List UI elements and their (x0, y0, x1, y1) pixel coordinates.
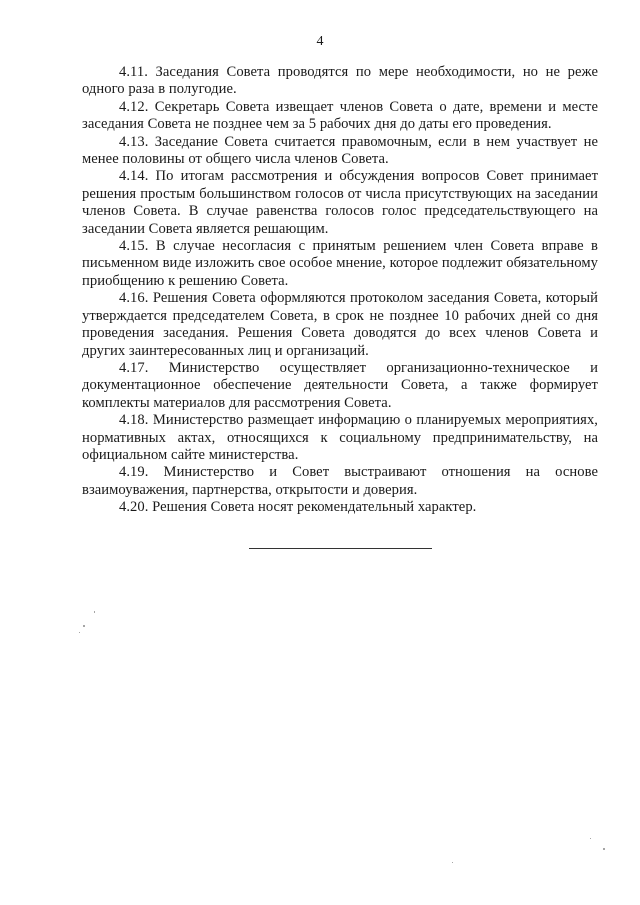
scan-speck (590, 838, 591, 839)
paragraph-4-16: 4.16. Решения Совета оформляются протоколом заседания Совета, который утверждается председателем Совета, в срок не позднее 10 рабочих дней со дня проведения заседания. Решения Совета доводятся до всех членов Совета и других заинтересованных лиц и организаций. (82, 290, 598, 359)
paragraph-4-20: 4.20. Решения Совета носят рекомендательный характер. (119, 499, 477, 516)
end-divider-line (249, 548, 432, 549)
scan-speck (79, 632, 80, 633)
scan-speck (603, 848, 605, 850)
paragraph-4-11: 4.11. Заседания Совета проводятся по мере необходимости, но не реже одного раза в полугодие. (82, 64, 598, 98)
paragraph-4-13: 4.13. Заседание Совета считается правомочным, если в нем участвует не менее половины от общего числа членов Совета. (82, 133, 598, 168)
scan-speck (94, 611, 95, 613)
paragraph-4-12: 4.12. Секретарь Совета извещает членов Совета о дате, времени и месте заседания Совета не позднее чем за 5 рабочих дня до даты его проведения. (82, 98, 598, 133)
document-body (82, 64, 598, 517)
paragraph-4-14: 4.14. По итогам рассмотрения и обсуждения вопросов Совет принимает решения простым большинством голосов от числа присутствующих на заседании членов Совета. В случае равенства голосов голос председательствующего на заседании Совета является решающим. (82, 168, 598, 237)
scan-speck (452, 862, 453, 863)
scan-speck (83, 625, 85, 627)
paragraph-4-15: 4.15. В случае несогласия с принятым решением член Совета вправе в письменном виде изложить свое особое мнение, которое подлежит обязательному приобщению к решению Совета. (82, 238, 598, 289)
paragraph-4-19: 4.19. Министерство и Совет выстраивают отношения на основе взаимоуважения, партнерства, открытости и доверия. (82, 464, 598, 498)
page-number: 4 (316, 34, 324, 49)
paragraph-4-17: 4.17. Министерство осуществляет организационно-техническое и документационное обеспечение деятельности Совета, а также формирует комплекты материалов для рассмотрения Совета. (82, 359, 598, 411)
paragraph-4-18: 4.18. Министерство размещает информацию о планируемых мероприятиях, нормативных актах, относящихся к социальному предпринимательству, на официальном сайте министерства. (82, 412, 598, 463)
